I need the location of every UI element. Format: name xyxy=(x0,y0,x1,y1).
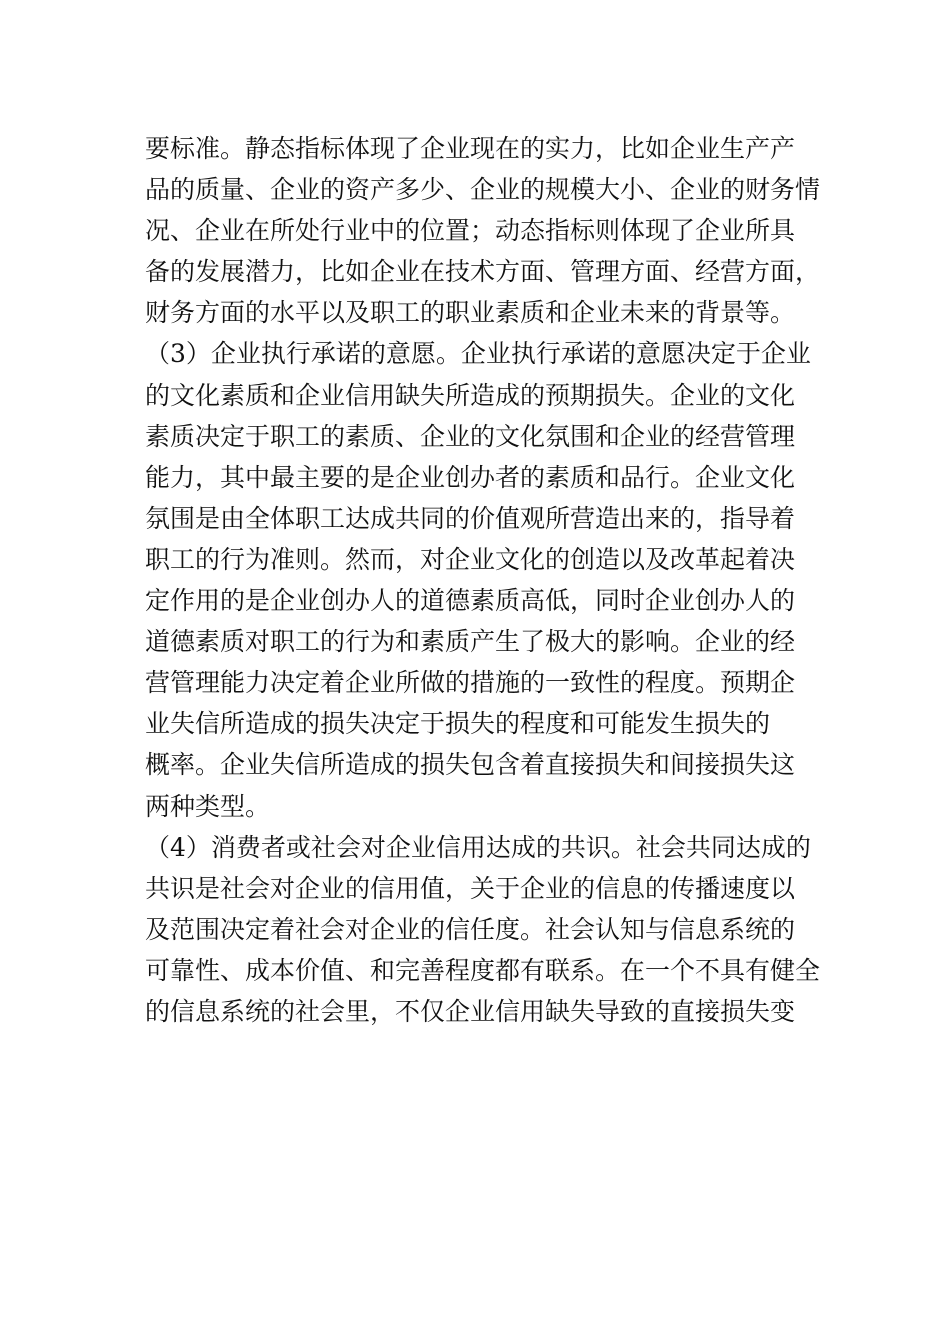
text-line: 业失信所造成的损失决定于损失的程度和可能发生损失的 xyxy=(145,709,771,739)
body-text xyxy=(145,128,825,1032)
text-line: 道德素质对职工的行为和素质产生了极大的影响。企业的经 xyxy=(145,627,796,657)
text-line: 氛围是由全体职工达成共同的价值观所营造出来的，指导着 xyxy=(145,503,796,533)
text-line: 职工的行为准则。然而，对企业文化的创造以及改革起着决 xyxy=(145,544,796,574)
text-line: 备的发展潜力，比如企业在技术方面、管理方面、经营方面， xyxy=(145,257,821,287)
text-line: 共识是社会对企业的信用值，关于企业的信息的传播速度以 xyxy=(145,873,796,903)
text-line: 况、企业在所处行业中的位置；动态指标则体现了企业所具 xyxy=(145,216,796,246)
text-line: 营管理能力决定着企业所做的措施的一致性的程度。预期企 xyxy=(145,668,796,698)
section-3-heading-line: （3）企业执行承诺的意愿。企业执行承诺的意愿决定于企业 xyxy=(145,339,811,369)
text-line: 的信息系统的社会里，不仅企业信用缺失导致的直接损失变 xyxy=(145,996,796,1026)
section-4-heading-line: （4）消费者或社会对企业信用达成的共识。社会共同达成的 xyxy=(145,832,811,862)
text-line: 财务方面的水平以及职工的职业素质和企业未来的背景等。 xyxy=(145,298,796,328)
text-line: 两种类型。 xyxy=(145,791,271,821)
text-line: 要标准。静态指标体现了企业现在的实力，比如企业生产产 xyxy=(145,134,796,163)
text-line: 素质决定于职工的素质、企业的文化氛围和企业的经营管理 xyxy=(145,421,796,451)
text-line: 品的质量、企业的资产多少、企业的规模大小、企业的财务情 xyxy=(145,175,821,205)
text-line: 定作用的是企业创办人的道德素质高低，同时企业创办人的 xyxy=(145,586,796,616)
text-line: 可靠性、成本价值、和完善程度都有联系。在一个不具有健全 xyxy=(145,955,821,985)
text-line: 能力，其中最主要的是企业创办者的素质和品行。企业文化 xyxy=(145,462,796,492)
text-line: 及范围决定着社会对企业的信任度。社会认知与信息系统的 xyxy=(145,914,796,944)
text-line: 的文化素质和企业信用缺失所造成的预期损失。企业的文化 xyxy=(145,380,796,410)
text-line: 概率。企业失信所造成的损失包含着直接损失和间接损失这 xyxy=(145,750,796,780)
